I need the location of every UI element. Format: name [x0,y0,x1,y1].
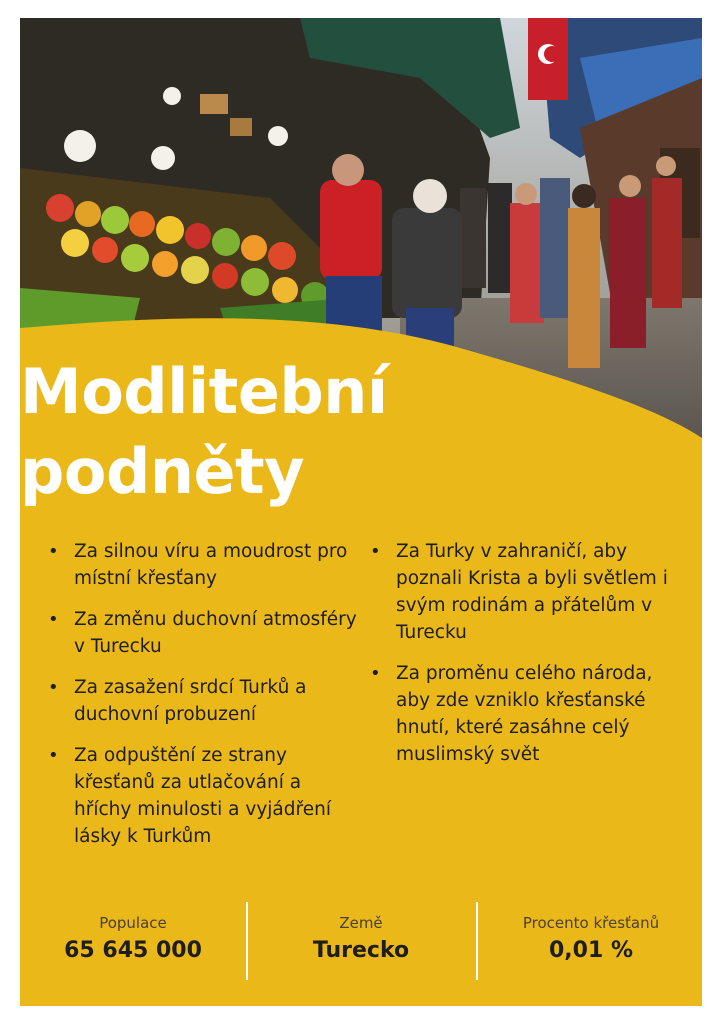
stat-population [20,898,246,963]
stat-label: Procento křesťanů [522,914,660,932]
list-item-text: Za odpuštění ze strany křesťanů za utlačování a hříchy minulosti a vyjádření lásky k Turkům [74,745,331,847]
list-item [48,674,358,728]
bullet-icon: • [48,677,59,698]
bullet-icon: • [48,541,59,562]
list-item-text: Za zasažení srdcí Turků a duchovní probuzení [74,677,307,725]
list-item [48,538,358,592]
bullet-icon: • [48,609,59,630]
list-item-text: Za Turky v zahraničí, aby poznali Krista a byli světlem i svým rodinám a přátelům v Turecku [396,541,668,643]
prayer-list-left [48,538,358,864]
list-item [48,606,358,660]
stat-christian-percent [478,898,702,963]
title-line-2: podněty [20,435,305,508]
page-panel [20,18,702,1006]
bullet-icon: • [370,541,381,562]
list-item-text: Za proměnu celého národa, aby zde vzniklo křesťanské hnutí, které zasáhne celý muslimský svět [396,663,653,765]
country-stats [20,898,702,984]
stat-label: Země [339,914,383,932]
prayer-list-right [370,538,690,782]
bullet-icon: • [370,663,381,684]
page-title [20,352,388,512]
stat-value: 0,01 % [549,938,633,963]
list-item [48,742,358,850]
list-item [370,538,690,646]
stat-value: Turecko [312,938,410,963]
list-item-text: Za silnou víru a moudrost pro místní křesťany [74,541,348,589]
title-line-1: Modlitební [20,355,388,428]
bullet-icon: • [48,745,59,766]
stat-value: 65 645 000 [64,938,202,963]
stat-label: Populace [99,914,167,932]
stat-country [248,898,474,963]
list-item [370,660,690,768]
list-item-text: Za změnu duchovní atmosféry v Turecku [74,609,357,657]
